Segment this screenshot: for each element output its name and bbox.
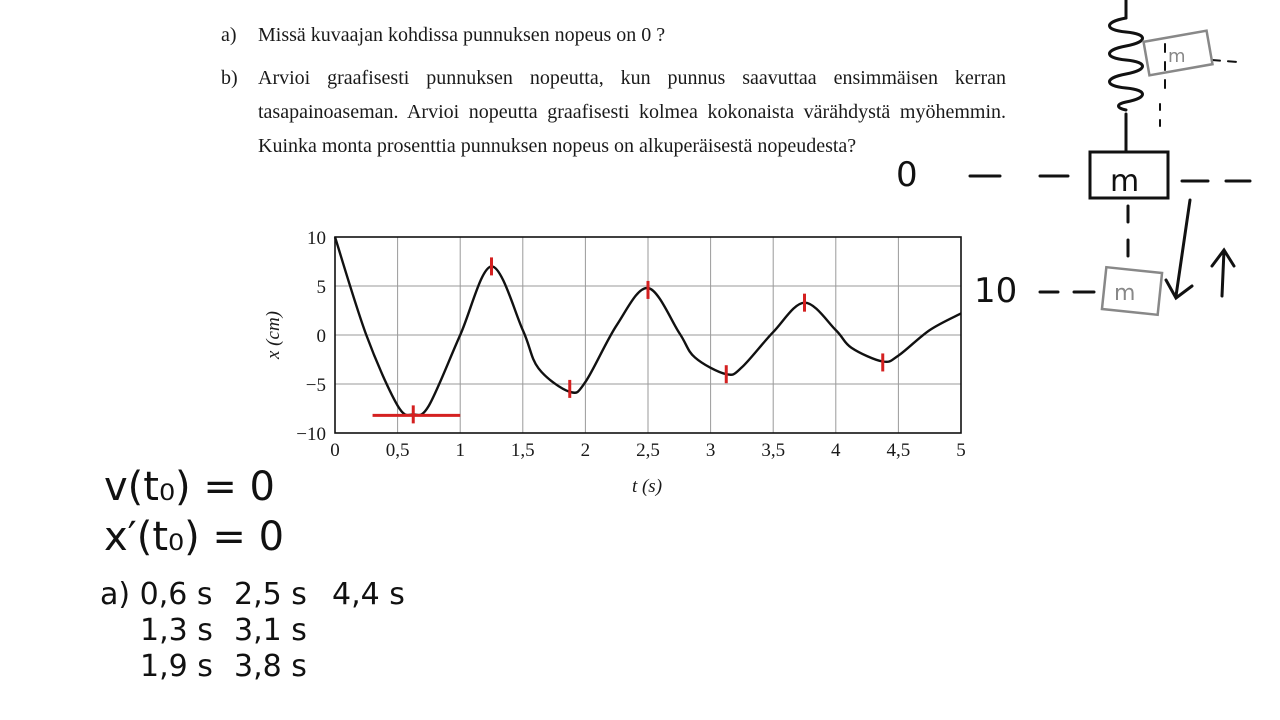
answer-a-2: 1,9 s <box>140 649 213 684</box>
x-tick-label: 4,5 <box>886 440 911 461</box>
x-tick-label: 5 <box>956 440 966 461</box>
y-tick-labels <box>296 228 326 445</box>
question-b-text: Arvioi graafisesti punnuksen nopeutta, kun punnus saavuttaa ensimmäisen kerran tasapainoaseman. Arvioi nopeutta graafisesti kolmea kokonaista värähdystä myöhemmin. Kuinka monta prosenttia punnuksen nopeus on alkuperäisestä nopeudesta? <box>258 67 1006 157</box>
mass-label-main: m <box>1110 164 1140 199</box>
x-tick-label: 4 <box>831 440 841 461</box>
question-a-label: a) <box>221 24 237 46</box>
label-ten: 10 <box>974 271 1018 311</box>
x-tick-label: 1 <box>455 440 465 461</box>
x-tick-labels <box>330 440 966 461</box>
handwritten-eq1: v(t₀) = 0 <box>104 464 275 510</box>
x-tick-label: 0 <box>330 440 340 461</box>
answer-c-0: 4,4 s <box>332 577 405 612</box>
x-tick-label: 3 <box>705 440 716 461</box>
question-a-text: Missä kuvaajan kohdissa punnuksen nopeus on 0 ? <box>258 24 666 46</box>
y-axis-label: x (cm) <box>263 311 284 359</box>
y-tick-label: −10 <box>296 424 326 445</box>
mass-label-top: m <box>1168 46 1186 67</box>
y-tick-label: −5 <box>305 375 326 396</box>
question-b-label: b) <box>221 67 238 89</box>
x-tick-label: 3,5 <box>761 440 786 461</box>
x-tick-label: 0,5 <box>385 440 410 461</box>
x-tick-label: 1,5 <box>510 440 535 461</box>
y-tick-label: 10 <box>307 228 326 249</box>
answer-b-0: 2,5 s <box>234 577 307 612</box>
x-axis-label: t (s) <box>631 476 663 497</box>
answer-a-1: 1,3 s <box>140 613 213 648</box>
handwritten-eq2: x′(t₀) = 0 <box>104 514 285 560</box>
answer-a-0: a) 0,6 s <box>100 577 213 612</box>
mass-label-bottom: m <box>1114 281 1136 306</box>
y-tick-label: 5 <box>316 277 326 298</box>
y-tick-label: 0 <box>316 326 326 347</box>
label-zero: 0 <box>896 155 918 195</box>
answer-b-2: 3,8 s <box>234 649 307 684</box>
x-tick-label: 2 <box>580 440 591 461</box>
answer-b-1: 3,1 s <box>234 613 307 648</box>
x-tick-label: 2,5 <box>636 440 660 461</box>
